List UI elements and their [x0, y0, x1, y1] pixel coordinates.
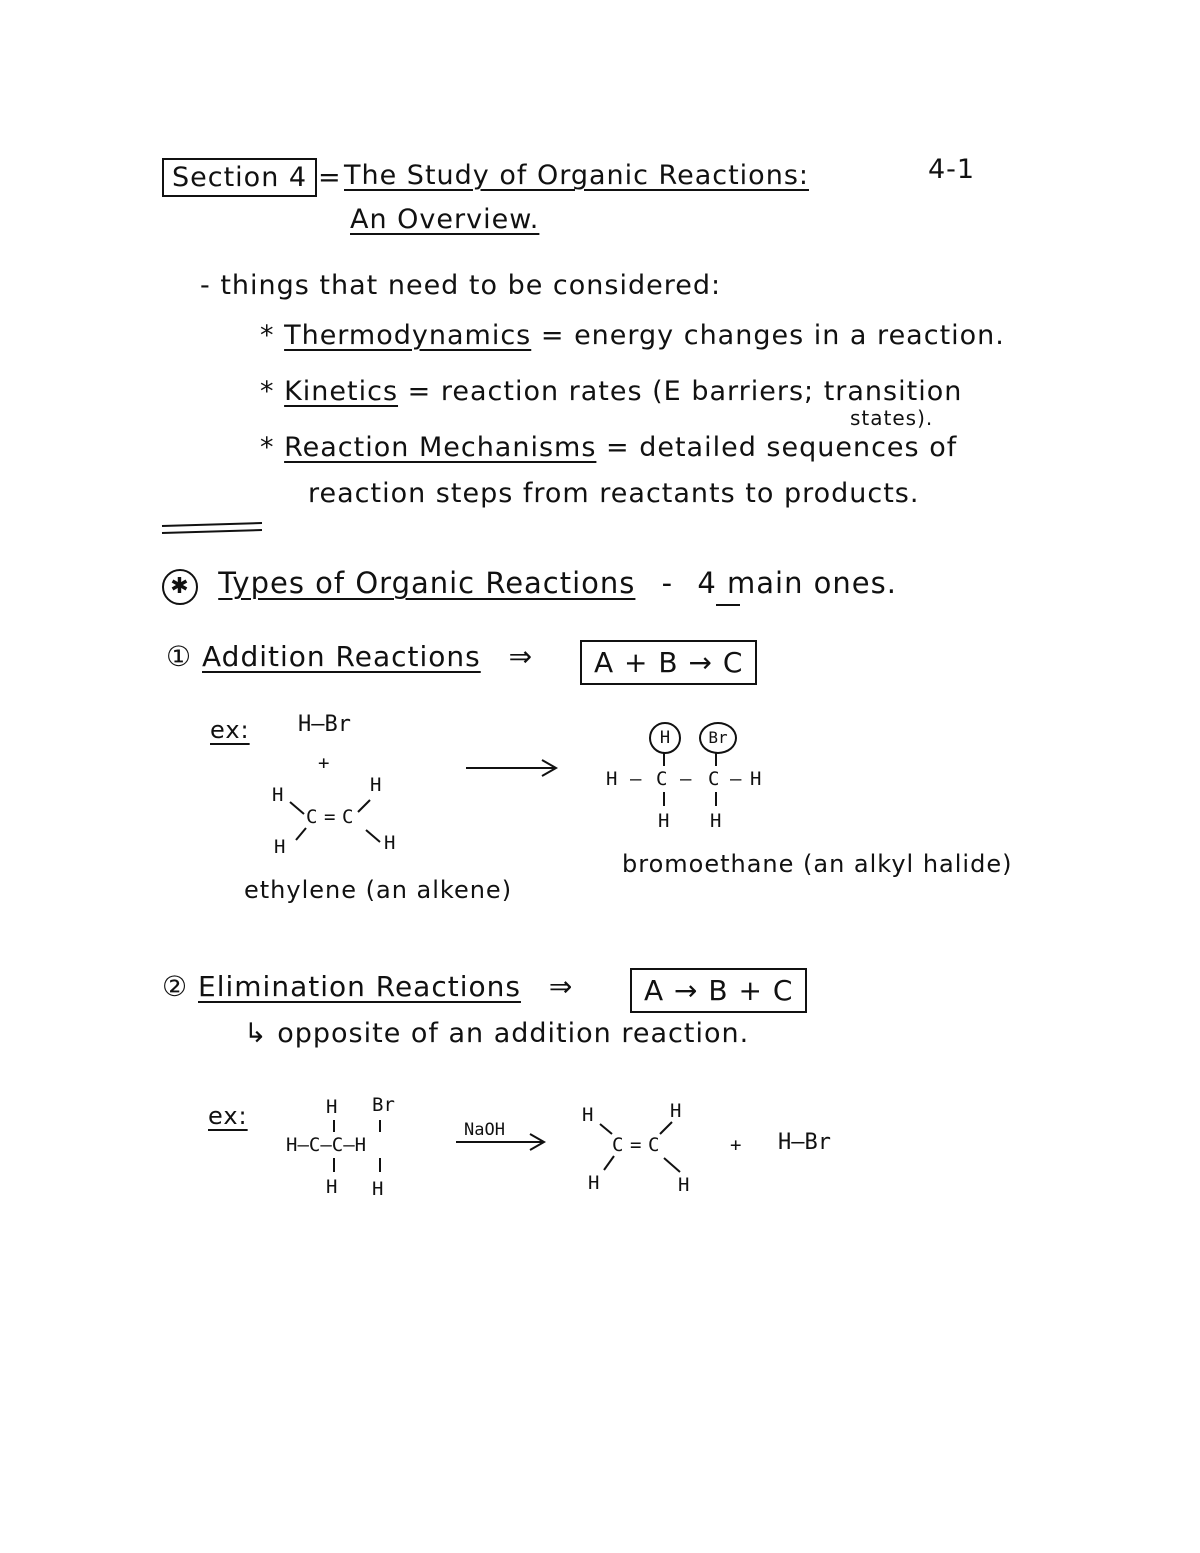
product-h-left: H: [606, 768, 618, 790]
reactant-h-top: H: [326, 1096, 338, 1118]
product-br-circled: Br: [699, 722, 737, 754]
elimination-note-row: [244, 1018, 749, 1049]
considerations-intro: - things that need to be considered:: [200, 270, 722, 301]
term-kinetics: Kinetics: [284, 376, 399, 407]
reactant-chain: H–C–C–H: [286, 1134, 367, 1156]
elimination-byproduct: H–Br: [778, 1130, 831, 1155]
product-c-right: C: [708, 768, 720, 790]
alkene-h-tr: H: [670, 1100, 682, 1122]
elimination-ex-label: ex:: [208, 1102, 248, 1130]
product-c-left: C: [656, 768, 668, 790]
bond-dash: –: [730, 768, 742, 790]
addition-title: Addition Reactions: [202, 640, 481, 673]
alkene-h-br: H: [678, 1174, 690, 1196]
implies-arrow: ⇒: [548, 970, 574, 1003]
types-heading: Types of Organic Reactions: [218, 566, 636, 600]
page-number: 4-1: [928, 154, 976, 185]
elimination-formula: A → B + C: [630, 968, 807, 1013]
elimination-heading-row: [162, 970, 573, 1003]
addition-formula: A + B → C: [580, 640, 757, 685]
number-two-icon: ②: [162, 970, 189, 1003]
definition-mechanisms-cont: reaction steps from reactants to products.: [308, 478, 920, 509]
types-suffix: main ones.: [727, 566, 897, 600]
definition-mechanisms: detailed sequences of: [639, 432, 958, 463]
ethylene-h-br: H: [384, 832, 396, 854]
alkene-h-tl: H: [582, 1104, 594, 1126]
definition-kinetics-cont: states).: [850, 406, 934, 430]
types-dash: -: [661, 566, 674, 600]
bond-dash: –: [630, 768, 642, 790]
bullet-mechanisms: [260, 432, 957, 463]
section-label: Section 4: [162, 158, 317, 197]
bond-dash: –: [680, 768, 692, 790]
ethylene-h-bl: H: [274, 836, 286, 858]
alkene-double-bond: =: [630, 1134, 642, 1156]
addition-reagent: H–Br: [298, 712, 351, 737]
ethylene-double-bond: =: [324, 806, 336, 828]
definition-thermodynamics: energy changes in a reaction.: [574, 320, 1005, 351]
types-heading-row: [162, 566, 897, 605]
corner-arrow-icon: ↳: [244, 1018, 268, 1049]
term-mechanisms: Reaction Mechanisms: [284, 432, 597, 463]
ethylene-c-left: C: [306, 806, 318, 828]
elimination-title: Elimination Reactions: [198, 970, 521, 1003]
addition-heading-row: [166, 640, 533, 673]
product-h-circled: H: [649, 722, 681, 754]
page-title: The Study of Organic Reactions:: [344, 160, 809, 191]
reactant-name: ethylene (an alkene): [244, 876, 513, 904]
term-equals: =: [540, 320, 565, 351]
reactant-br-top: Br: [372, 1094, 395, 1116]
product-h-bottom-right: H: [710, 810, 722, 832]
term-thermodynamics: Thermodynamics: [284, 320, 532, 351]
types-count: 4: [697, 566, 717, 600]
equals-sign: =: [318, 162, 342, 193]
definition-kinetics: reaction rates (E barriers; transition: [440, 376, 963, 407]
ethylene-h-tr: H: [370, 774, 382, 796]
bullet-kinetics: [260, 376, 962, 407]
bullet-mark: *: [260, 432, 275, 463]
number-one-icon: ①: [166, 640, 193, 673]
bullet-thermodynamics: [260, 320, 1005, 351]
addition-ex-label: ex:: [210, 716, 250, 744]
product-name: bromoethane (an alkyl halide): [622, 850, 1013, 878]
term-equals: =: [606, 432, 630, 463]
alkene-c-left: C: [612, 1134, 624, 1156]
bullet-mark: *: [260, 376, 275, 407]
star-icon: ✱: [162, 569, 198, 605]
ethylene-c-right: C: [342, 806, 354, 828]
elimination-note: opposite of an addition reaction.: [277, 1018, 750, 1049]
reactant-h-bottom-left: H: [326, 1176, 338, 1198]
naoh-label: NaOH: [464, 1120, 505, 1140]
term-equals: =: [407, 376, 432, 407]
alkene-h-bl: H: [588, 1172, 600, 1194]
implies-arrow: ⇒: [508, 640, 534, 673]
elimination-plus: +: [730, 1134, 742, 1156]
product-h-bottom-left: H: [658, 810, 670, 832]
reactant-h-bottom-right: H: [372, 1178, 384, 1200]
bullet-mark: *: [260, 320, 275, 351]
alkene-c-right: C: [648, 1134, 660, 1156]
page-subtitle: An Overview.: [350, 204, 540, 235]
ethylene-h-tl: H: [272, 784, 284, 806]
product-h-right: H: [750, 768, 762, 790]
addition-plus: +: [318, 752, 330, 774]
